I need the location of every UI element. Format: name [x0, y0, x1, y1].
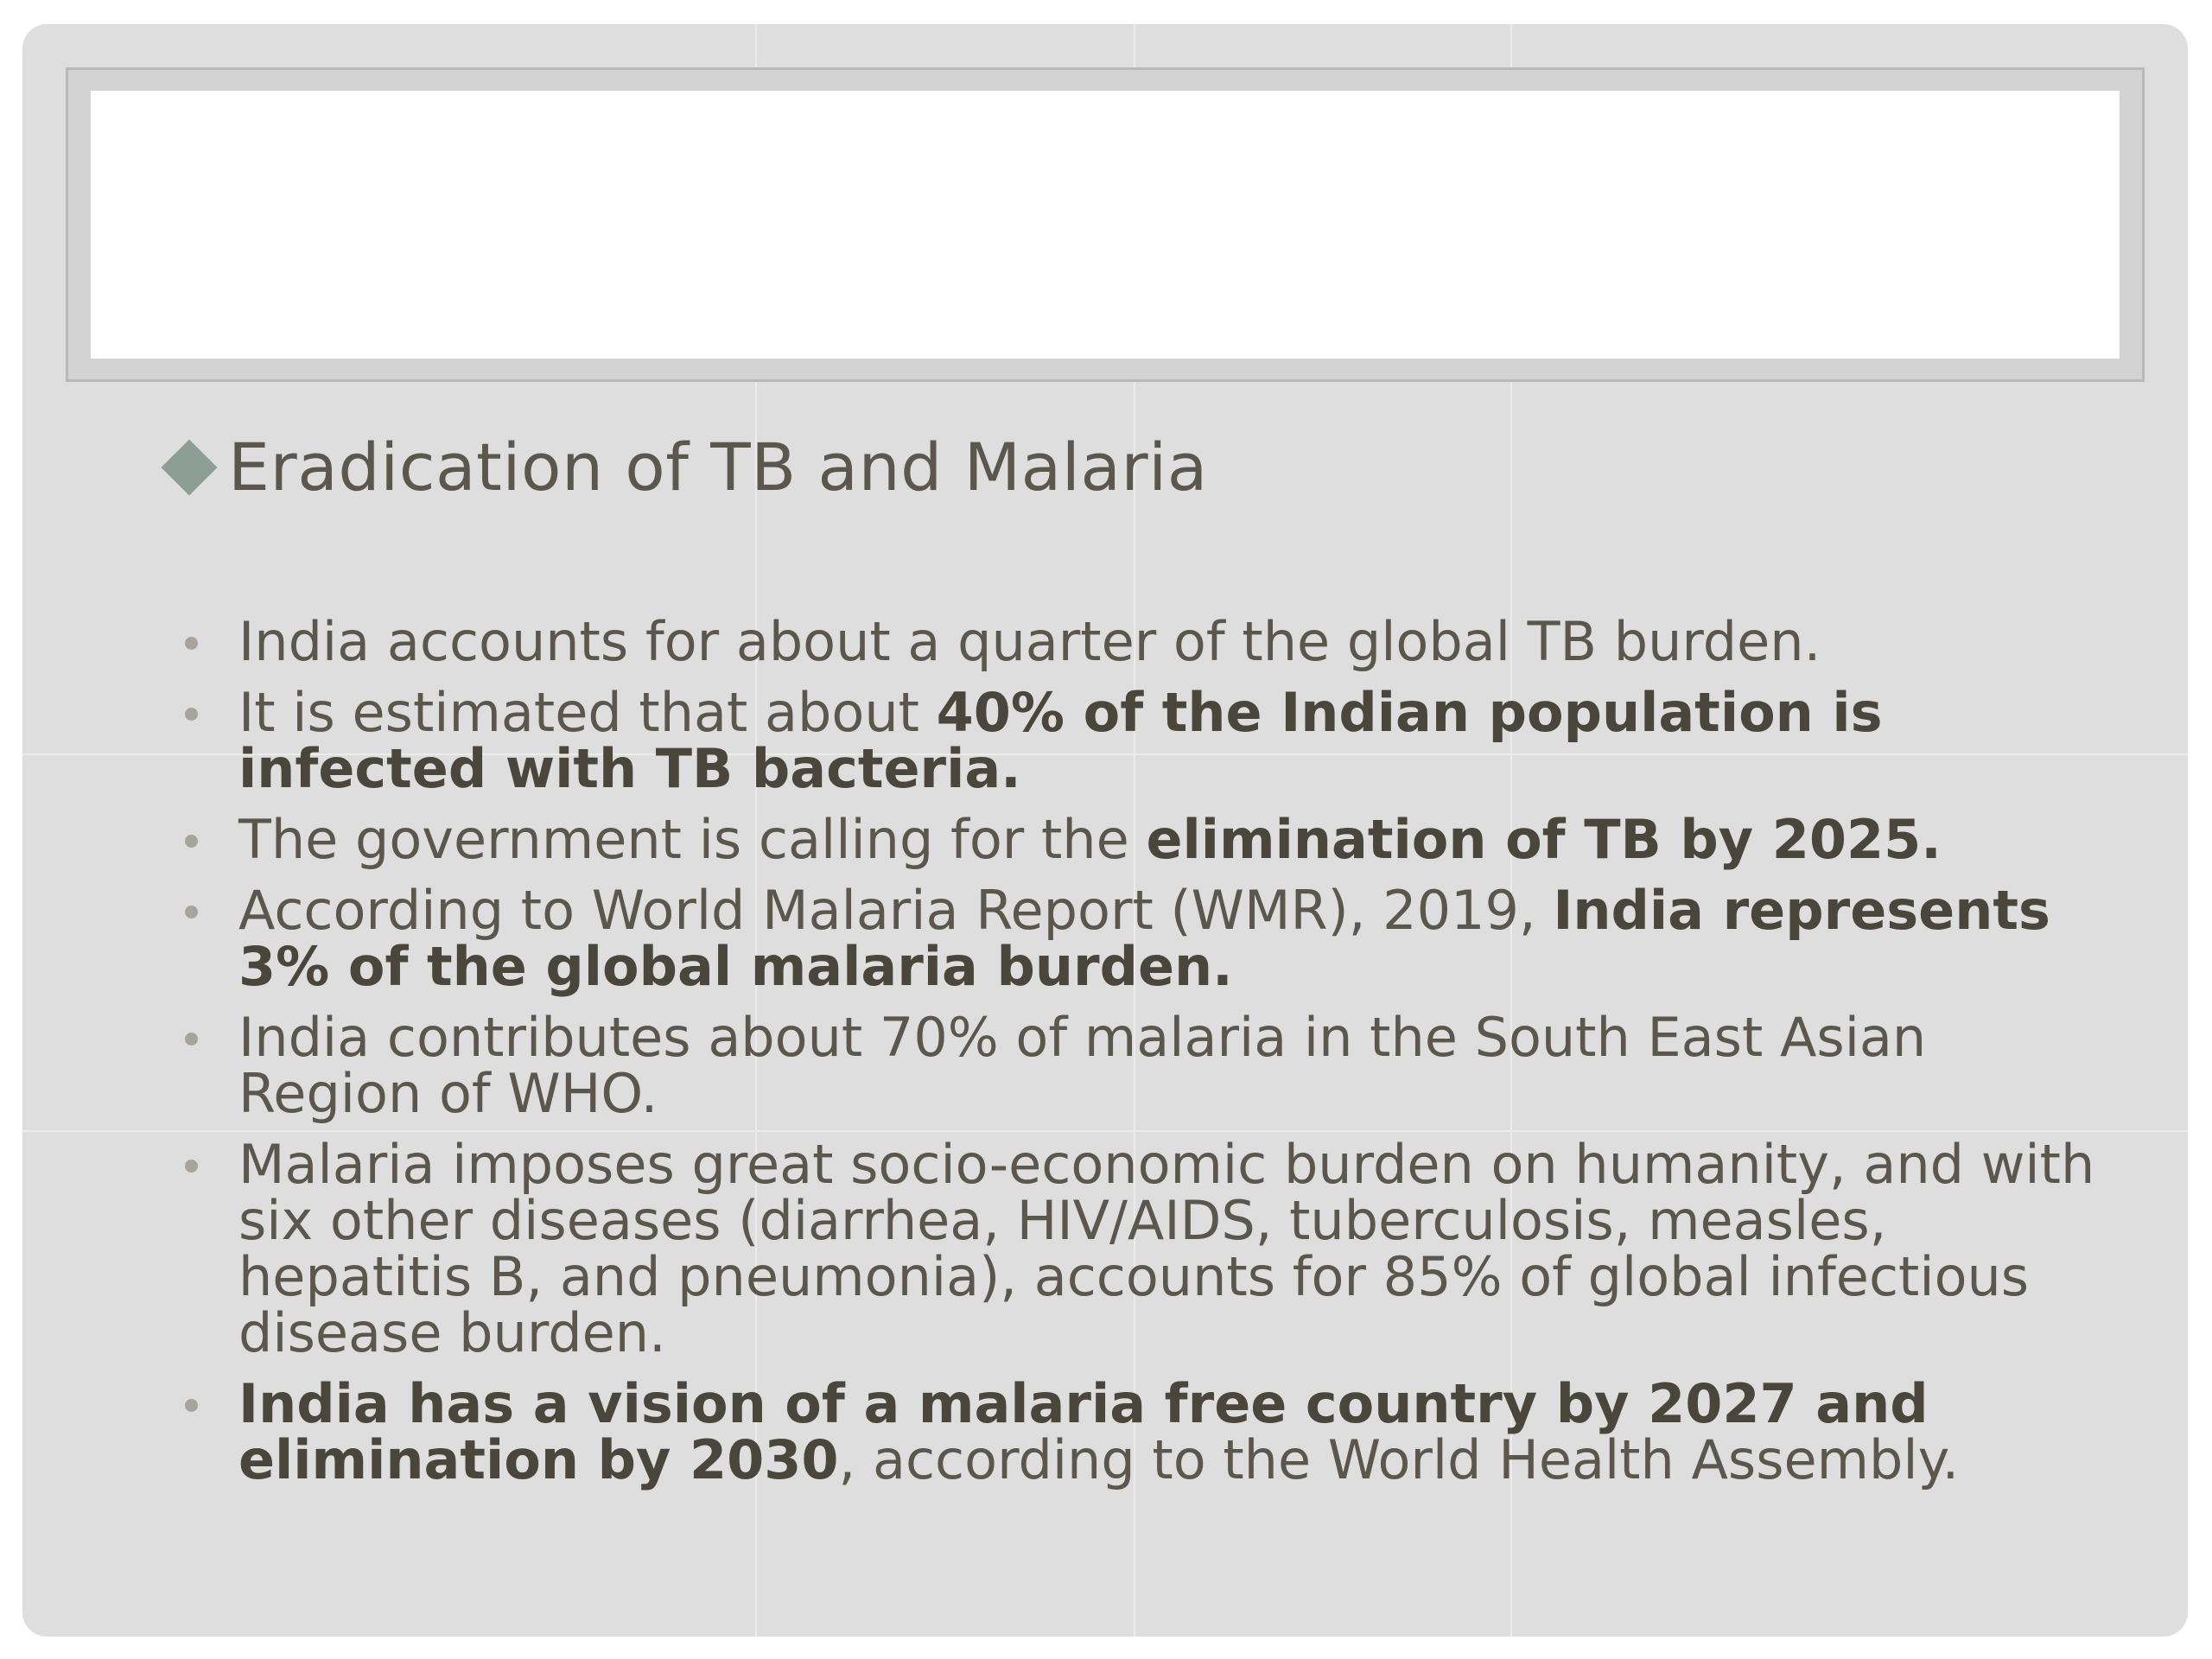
bullet-item [161, 1133, 2105, 1364]
bullet-text: Malaria imposes great socio-economic burden on humanity, and with six other diseases (diarrhea, HIV/AIDS, tuberculosis, measles, hepatitis B, and pneumonia), accounts for 85% of global infectious disease burden. [238, 1133, 2095, 1364]
bullet-dot-icon [185, 906, 198, 918]
bullet-text-bold: elimination of TB by 2025. [1146, 808, 1942, 871]
title-box [91, 91, 2120, 359]
bullet-item [161, 808, 2105, 871]
title-placeholder[interactable] [66, 67, 2145, 382]
bullet-text: It is estimated that about [238, 681, 937, 744]
bullet-text: India contributes about 70% of malaria in the South East Asian Region of WHO. [238, 1006, 1927, 1125]
bullet-text-bold: India has a vision of a malaria free country by 2027 and elimination by 2030 [238, 1372, 1929, 1491]
section-heading [162, 429, 1208, 505]
bullet-text: The government is calling for the [238, 808, 1147, 871]
bullet-text-bold: India represents 3% of the global malaria burden. [238, 879, 2050, 998]
bullet-text: , according to the World Health Assembly. [838, 1428, 1960, 1491]
diamond-bullet-icon [161, 439, 217, 495]
bullet-item [161, 610, 2105, 673]
bullet-item [161, 1372, 2105, 1491]
bullet-text: India accounts for about a quarter of the global TB burden. [238, 610, 1821, 673]
bullet-list [161, 610, 2105, 1503]
section-heading-text: Eradication of TB and Malaria [228, 429, 1208, 505]
bullet-dot-icon [185, 708, 198, 721]
bullet-dot-icon [185, 1399, 198, 1412]
bullet-dot-icon [185, 637, 198, 650]
bullet-text: According to World Malaria Report (WMR), 2019, [238, 879, 1554, 942]
bullet-item [161, 1006, 2105, 1125]
bullet-item [161, 681, 2105, 800]
bullet-text-bold: 40% of the Indian population is infected with TB bacteria. [238, 681, 1883, 800]
bullet-dot-icon [185, 1160, 198, 1173]
bullet-dot-icon [185, 835, 198, 848]
bullet-item [161, 879, 2105, 998]
slide [22, 24, 2188, 1637]
bullet-dot-icon [185, 1033, 198, 1046]
